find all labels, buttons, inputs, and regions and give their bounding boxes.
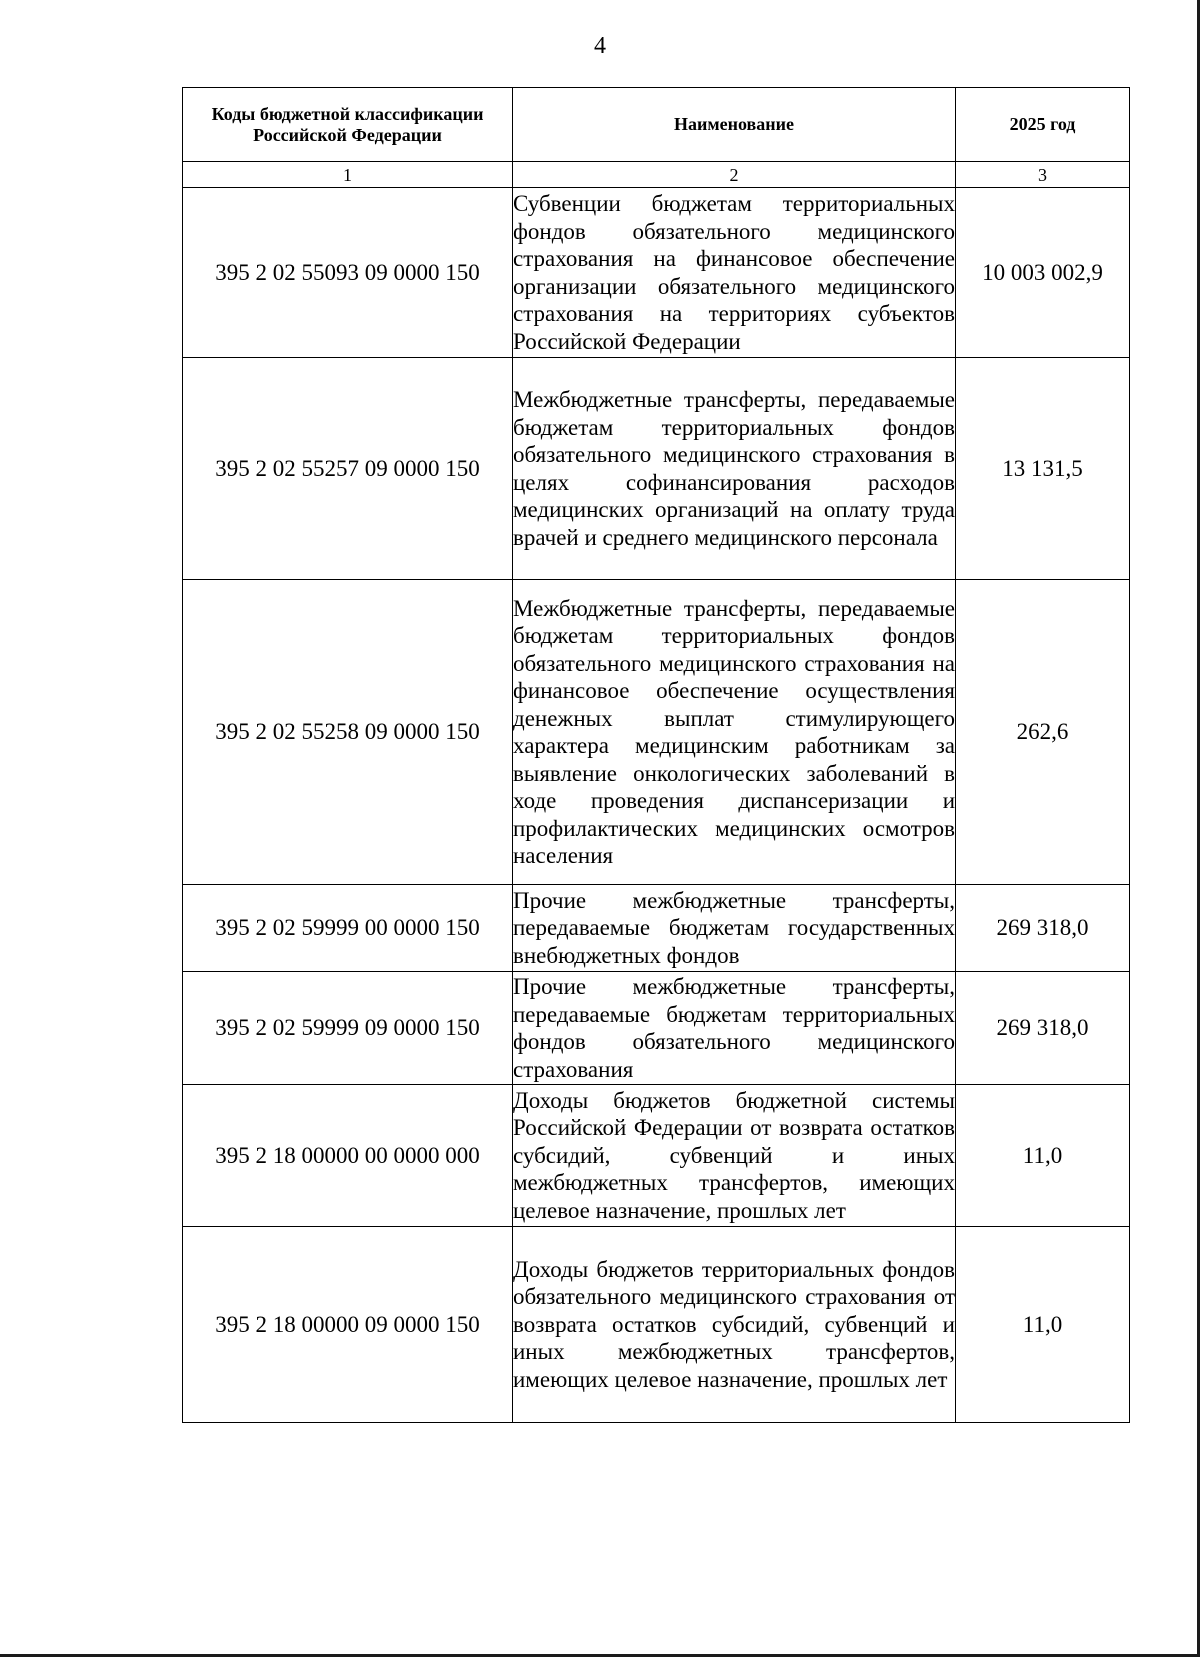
amount-2025: 262,6	[956, 580, 1130, 885]
column-number: 1	[183, 162, 513, 188]
amount-2025: 269 318,0	[956, 972, 1130, 1085]
budget-code: 395 2 02 59999 09 0000 150	[183, 972, 513, 1085]
page-number: 4	[594, 33, 606, 59]
amount-2025: 11,0	[956, 1085, 1130, 1227]
table-row	[183, 972, 1130, 1085]
table-row	[183, 1227, 1130, 1423]
budget-code: 395 2 18 00000 00 0000 000	[183, 1085, 513, 1227]
header-year: 2025 год	[956, 88, 1130, 162]
budget-code: 395 2 18 00000 09 0000 150	[183, 1227, 513, 1423]
header-name: Наименование	[513, 88, 956, 162]
item-name: Доходы бюджетов бюджетной системы Российской Федерации от возврата остатков субсидий, субвенций и иных межбюджетных трансфертов, имеющих целевое назначение, прошлых лет	[513, 1085, 956, 1227]
table-row	[183, 1085, 1130, 1227]
budget-code: 395 2 02 55257 09 0000 150	[183, 358, 513, 580]
table-row	[183, 188, 1130, 358]
amount-2025: 11,0	[956, 1227, 1130, 1423]
item-name: Доходы бюджетов территориальных фондов обязательного медицинского страхования от возврата остатков субсидий, субвенций и иных межбюджетных трансфертов, имеющих целевое назначение, прошлых лет	[513, 1227, 956, 1423]
item-name: Прочие межбюджетные трансферты, передаваемые бюджетам территориальных фондов обязательного медицинского страхования	[513, 972, 956, 1085]
budget-code: 395 2 02 55093 09 0000 150	[183, 188, 513, 358]
header-codes: Коды бюджетной классификации Российской Федерации	[183, 88, 513, 162]
table-row	[183, 885, 1130, 972]
table-header-row	[183, 88, 1130, 162]
table-row	[183, 580, 1130, 885]
column-number: 2	[513, 162, 956, 188]
column-number: 3	[956, 162, 1130, 188]
budget-classification-table	[182, 87, 1130, 1423]
budget-code: 395 2 02 55258 09 0000 150	[183, 580, 513, 885]
column-number-row	[183, 162, 1130, 188]
item-name: Межбюджетные трансферты, передаваемые бюджетам территориальных фондов обязательного медицинского страхования в целях софинансирования расходов медицинских организаций на оплату труда врачей и среднего медицинского персонала	[513, 358, 956, 580]
amount-2025: 13 131,5	[956, 358, 1130, 580]
amount-2025: 269 318,0	[956, 885, 1130, 972]
item-name: Субвенции бюджетам территориальных фондов обязательного медицинского страхования на финансовое обеспечение организации обязательного медицинского страхования на территориях субъектов Российской Федерации	[513, 188, 956, 358]
table-row	[183, 358, 1130, 580]
item-name: Прочие межбюджетные трансферты, передаваемые бюджетам государственных внебюджетных фондов	[513, 885, 956, 972]
amount-2025: 10 003 002,9	[956, 188, 1130, 358]
item-name: Межбюджетные трансферты, передаваемые бюджетам территориальных фондов обязательного медицинского страхования на финансовое обеспечение осуществления денежных выплат стимулирующего характера медицинским работникам за выявление онкологических заболеваний в ходе проведения диспансеризации и профилактических медицинских осмотров населения	[513, 580, 956, 885]
budget-code: 395 2 02 59999 00 0000 150	[183, 885, 513, 972]
